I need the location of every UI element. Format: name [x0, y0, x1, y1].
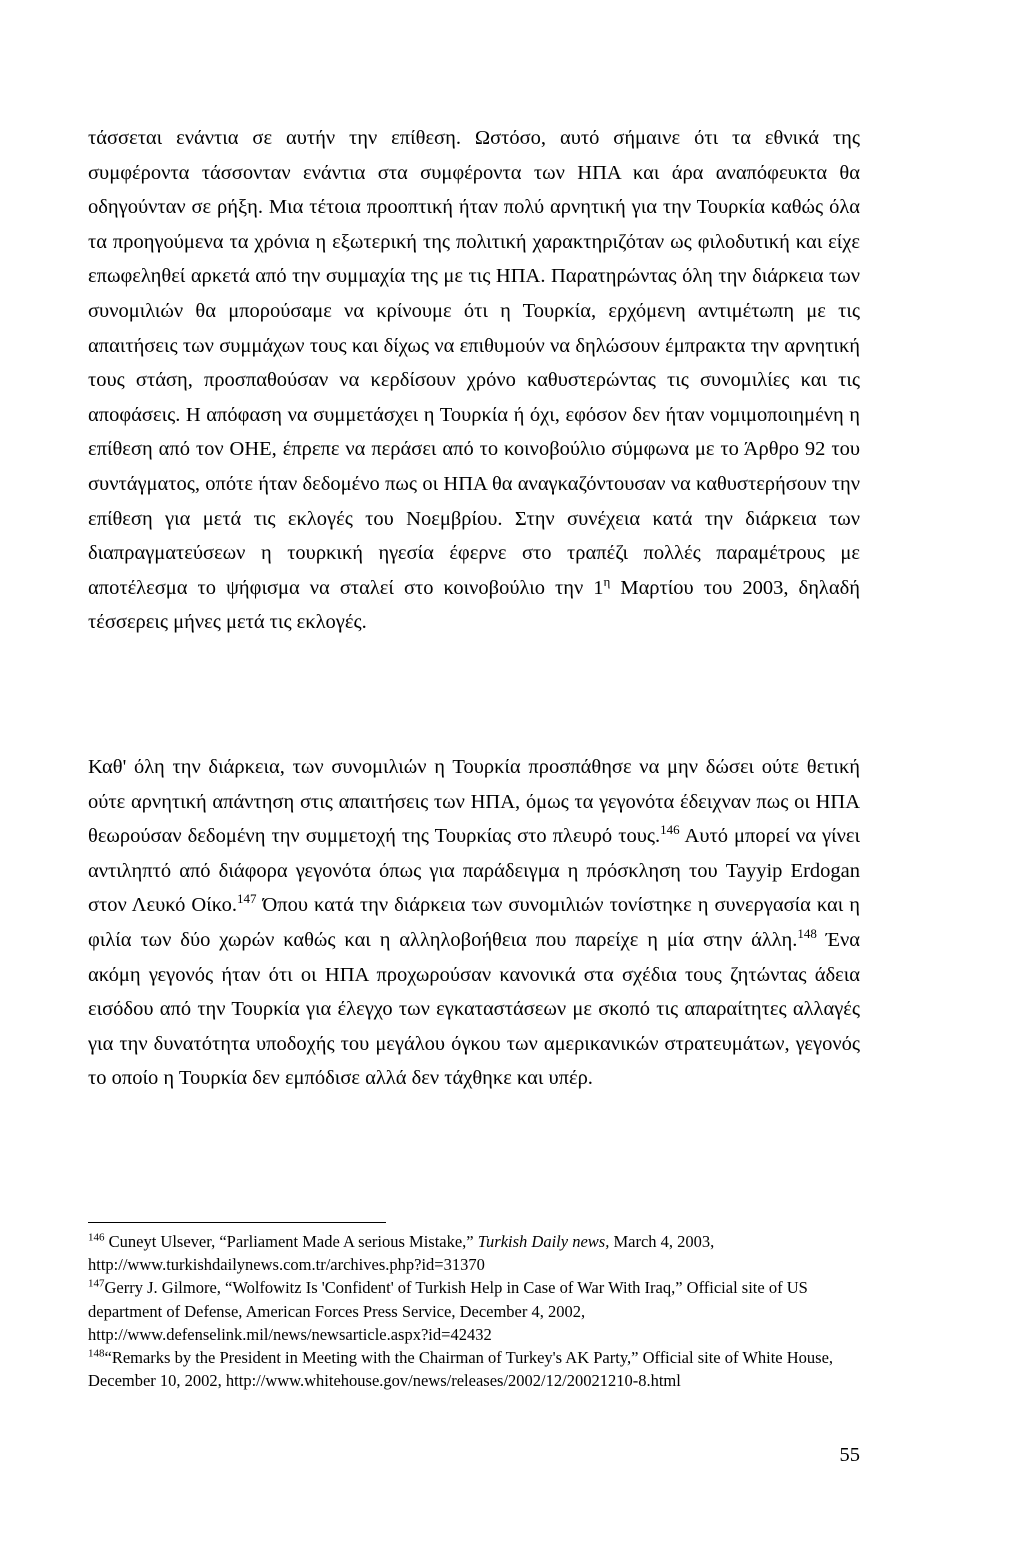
footnote-148: [88, 1346, 868, 1392]
superscript-ordinal: η: [603, 573, 611, 589]
footnote-text: Cuneyt Ulsever, “Parliament Made A serious Mistake,”: [104, 1232, 478, 1251]
footnote-ref-146: 146: [660, 822, 680, 838]
footnote-number: 146: [88, 1231, 105, 1244]
footnote-147: [88, 1276, 868, 1346]
footnote-source-title: Turkish Daily news,: [477, 1232, 610, 1251]
page-number: 55: [839, 1444, 860, 1466]
paragraph-2-text-a: Καθ' όλη την διάρκεια, των συνομιλιών η Τουρκία προσπάθησε να μην δώσει ούτε θετική ούτε αρνητική απάντηση στις απαιτήσεις των ΗΠΑ, όμως τα γεγονότα έδειχναν πως οι ΗΠΑ θεωρούσαν δεδομένη την συμμετοχή της Τουρκίας στο πλευρό τους.: [88, 756, 860, 848]
paragraph-2-text-d: Ένα ακόμη γεγονός ήταν ότι οι ΗΠΑ προχωρούσαν κανονικά στα σχέδια τους ζητώντας άδεια εισόδου από την Τουρκία για έλεγχο των εγκαταστάσεων με σκοπό τις απαραίτητες αλλαγές για την δυνατότητα υποδοχής του μεγάλου όγκου των αμερικανικών στρατευμάτων, γεγονός το οποίο η Τουρκία δεν εμπόδισε αλλά δεν τάχθηκε και υπέρ.: [88, 928, 860, 1090]
body-paragraph-2: [88, 750, 860, 1096]
footnote-ref-148: 148: [797, 926, 817, 942]
footnote-text: “Remarks by the President in Meeting with the Chairman of Turkey's AK Party,” Official site of White House, December 10, 2002, http://www.whitehouse.gov/news/releases/2002/12/20021210-8.html: [88, 1348, 834, 1391]
footnote-separator: [88, 1222, 386, 1223]
footnotes: [88, 1230, 868, 1392]
footnote-text: Gerry J. Gilmore, “Wolfowitz Is 'Confident' of Turkish Help in Case of War With Iraq,” Official site of US department of Defense, American Forces Press Service, December 4, 2002, http://www.defenselink.mil/news/newsarticle.aspx?id=42432: [88, 1278, 808, 1344]
body-paragraph-1: [88, 121, 860, 640]
footnote-number: 147: [88, 1277, 105, 1290]
paragraph-1-text: τάσσεται ενάντια σε αυτήν την επίθεση. Ωστόσο, αυτό σήμαινε ότι τα εθνικά της συμφέροντα τάσσονταν ενάντια στα συμφέροντα των ΗΠΑ και άρα αναπόφευκτα θα οδηγούνταν σε ρήξη. Μια τέτοια προοπτική ήταν πολύ αρνητική για την Τουρκία καθώς όλα τα προηγούμενα τα χρόνια η εξωτερική της πολιτική χαρακτηριζόταν ως φιλοδυτική και είχε επωφεληθεί αρκετά από την συμμαχία της με τις ΗΠΑ. Παρατηρώντας όλη την διάρκεια των συνομιλιών θα μπορούσαμε να κρίνουμε ότι η Τουρκία, ερχόμενη αντιμέτωπη με τις απαιτήσεις των συμμάχων τους και δίχως να επιθυμούν να δηλώσουν έμπρακτα την αρνητική τους στάση, προσπαθούσαν να κερδίσουν χρόνο καθυστερώντας τις συνομιλίες και τις αποφάσεις. Η απόφαση να συμμετάσχει η Τουρκία ή όχι, εφόσον δεν ήταν νομιμοποιημένη η επίθεση από τον ΟΗΕ, έπρεπε να περάσει από το κοινοβούλιο σύμφωνα με το Άρθρο 92 του συντάγματος, οπότε ήταν δεδομένο πως οι ΗΠΑ θα αναγκαζόντουσαν να καθυστερήσουν την επίθεση για μετά τις εκλογές του Νοεμβρίου. Στην συνέχεια κατά την διάρκεια των διαπραγματεύσεων η τουρκική ηγεσία έφερνε στο τραπέζι πολλές παραμέτρους με αποτέλεσμα το ψήφισμα να σταλεί στο κοινοβούλιο την 1: [88, 127, 860, 599]
footnote-number: 148: [88, 1347, 105, 1360]
paragraph-2-text-c: Όπου κατά την διάρκεια των συνομιλιών τονίστηκε η συνεργασία και η φιλία των δύο χωρών καθώς και η αλληλοβοήθεια που παρείχε η μία στην άλλη.: [88, 894, 860, 951]
paragraph-2-text-b: Αυτό μπορεί να γίνει αντιληπτό από διάφορα γεγονότα όπως για παράδειγμα η πρόσκληση του Tayyip Erdogan στον Λευκό Οίκο.: [88, 825, 860, 917]
footnote-text-end: March 4, 2003, http://www.turkishdailynews.com.tr/archives.php?id=31370: [88, 1232, 715, 1275]
footnote-146: [88, 1230, 868, 1276]
paragraph-1-end: Μαρτίου του 2003, δηλαδή τέσσερεις μήνες μετά τις εκλογές.: [88, 576, 860, 634]
footnote-ref-147: 147: [236, 891, 257, 907]
